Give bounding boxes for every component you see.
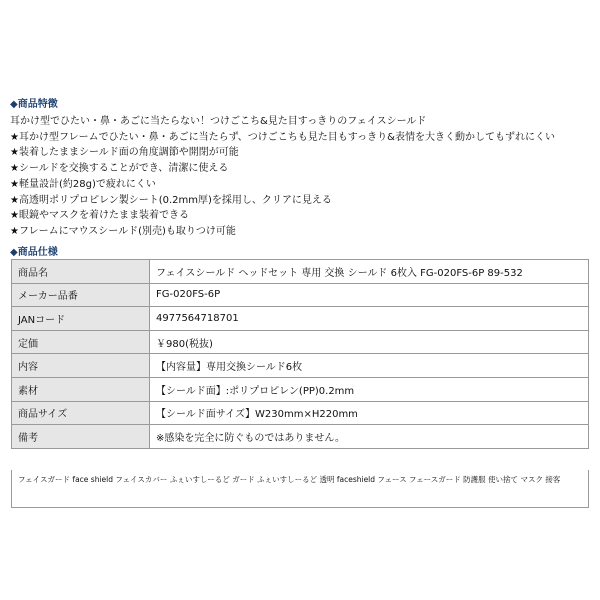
spec-row-maker-part-number bbox=[12, 283, 589, 307]
spec-label: JANコード bbox=[12, 307, 150, 331]
spec-value: ※感染を完全に防ぐものではありません。 bbox=[150, 425, 589, 449]
spec-label: 内容 bbox=[12, 354, 150, 378]
feature-line: 耳かけ型でひたい・鼻・あごに当たらない！つけごこち&見た目すっきりのフェイスシールド bbox=[10, 116, 427, 127]
spec-table bbox=[11, 259, 589, 449]
feature-line: ★フレームにマウスシールド(別売)も取りつけ可能 bbox=[10, 225, 236, 237]
spec-label: 商品名 bbox=[12, 260, 150, 284]
spec-row-contents bbox=[12, 354, 589, 378]
spec-value: 【シールド面サイズ】W230mm×H220mm bbox=[150, 401, 589, 425]
spec-value: 【内容量】専用交換シールド6枚 bbox=[150, 354, 589, 378]
spec-label: 商品サイズ bbox=[12, 401, 150, 425]
spec-row-list-price bbox=[12, 330, 589, 354]
spec-value: FG-020FS-6P bbox=[150, 283, 589, 307]
spec-label: 素材 bbox=[12, 377, 150, 401]
spec-label: 定価 bbox=[12, 330, 150, 354]
spec-row-jan-code bbox=[12, 307, 589, 331]
feature-line: ★シールドを交換することができ、清潔に使える bbox=[10, 163, 229, 175]
spec-value: 4977564718701 bbox=[150, 307, 589, 331]
feature-line: ★高透明ポリプロピレン製シート(0.2mm厚)を採用し、クリアに見える bbox=[10, 194, 332, 206]
spec-value: ￥980(税抜) bbox=[150, 330, 589, 354]
feature-line: ★耳かけ型フレームでひたい・鼻・あごに当たらず、つけごこちも見た目もすっきり&表情を大きく動かしてもずれにくい bbox=[10, 131, 555, 143]
spec-value: 【シールド面】:ポリプロピレン(PP)0.2mm bbox=[150, 377, 589, 401]
feature-line: ★装着したままシールド面の角度調節や開閉が可能 bbox=[10, 147, 239, 159]
search-tags: フェイスガード face shield フェイスカバー ふぇいすしーるど ガード ふぇいすしーるど 透明 faceshield フェース フェースガード 防護服 使い捨て マスク 接客 bbox=[11, 470, 589, 508]
spec-label: 備考 bbox=[12, 425, 150, 449]
spec-value: フェイスシールド ヘッドセット 専用 交換 シールド 6枚入 FG-020FS-6P 89-532 bbox=[150, 260, 589, 284]
spec-row-material bbox=[12, 377, 589, 401]
features-heading: ◆商品特徴 bbox=[10, 99, 58, 110]
spec-row-notes bbox=[12, 425, 589, 449]
feature-line: ★軽量設計(約28g)で疲れにくい bbox=[10, 178, 156, 190]
specs-heading: ◆商品仕様 bbox=[10, 247, 58, 258]
spec-row-product-size bbox=[12, 401, 589, 425]
features-list bbox=[10, 114, 595, 240]
feature-line: ★眼鏡やマスクを着けたまま装着できる bbox=[10, 210, 189, 222]
spec-label: メーカー品番 bbox=[12, 283, 150, 307]
spec-row-product-name bbox=[12, 260, 589, 284]
